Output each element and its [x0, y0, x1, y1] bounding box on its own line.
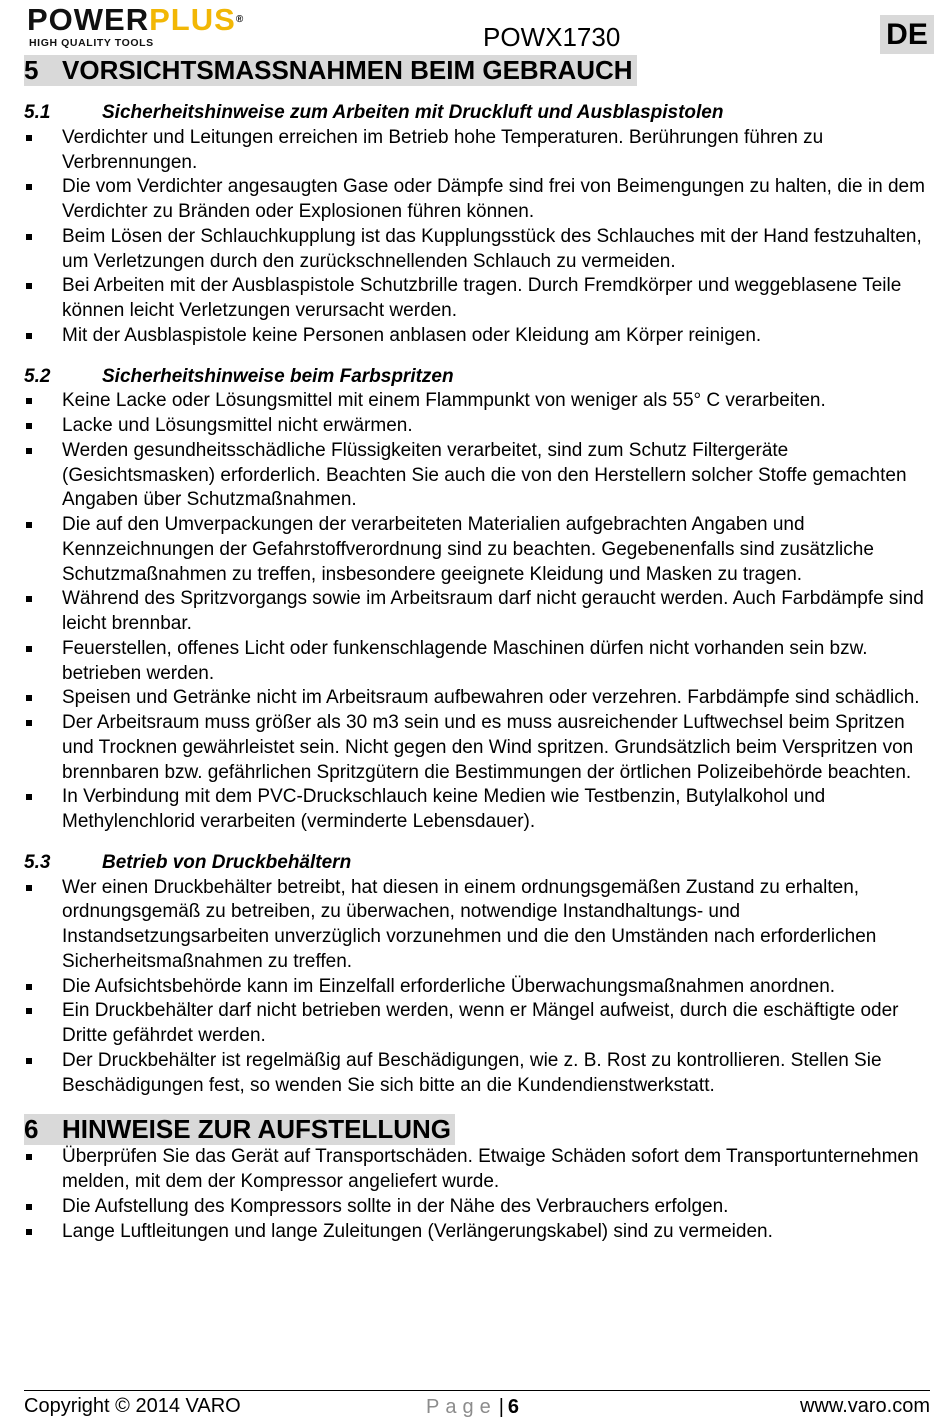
bullet-icon: [26, 596, 32, 602]
section-heading: [24, 1114, 455, 1145]
section-5: [24, 55, 930, 1098]
list-item: [24, 175, 930, 225]
subsection-number: 5.2: [24, 365, 51, 387]
list-item-text: Der Arbeitsraum muss größer als 30 m3 sein und es muss ausreichender Luftwechsel beim Spritzen und Trocknen gewährleistet sein. Nicht gegen den Wind spritzen. Grundsätzlich beim Verspritzen von brennbaren bzw. gefährlichen Spritzgütern die Bestimmungen der örtlichen Polizeibehörde beachten.: [62, 712, 914, 783]
list-item: [24, 225, 930, 275]
bullet-icon: [26, 794, 32, 800]
registered-mark: ®: [235, 14, 245, 25]
bullet-icon: [26, 1229, 32, 1235]
list-item-text: Wer einen Druckbehälter betreibt, hat diesen in einem ordnungsgemäßen Zustand zu erhalten, ordnungsgemäß zu betreiben, zu überwachen, notwendige Instandhaltungs- und Instandsetzungsarbeiten unverzüglich vorzunehmen und die den Umständen nach erforderlichen Sicherheitsmaßnahmen zu treffen.: [62, 876, 877, 972]
copyright-text: Copyright © 2014 VARO: [24, 1395, 241, 1417]
section-number: 6: [24, 1114, 39, 1145]
list-item: [24, 414, 930, 439]
list-item: [24, 439, 930, 513]
subsection-title: Betrieb von Druckbehältern: [102, 851, 352, 873]
list-item: [24, 1145, 930, 1195]
list-item: [24, 324, 930, 349]
list-item: [24, 513, 930, 587]
bullet-icon: [26, 283, 32, 289]
bullet-icon: [26, 984, 32, 990]
bullet-list: [24, 389, 930, 835]
list-item-text: Beim Lösen der Schlauchkupplung ist das Kupplungsstück des Schlauches mit der Hand festzuhalten, um Verletzungen durch den zurückschnellenden Schlauch zu vermeiden.: [62, 225, 922, 272]
list-item: [24, 711, 930, 785]
bullet-icon: [26, 333, 32, 339]
list-item-text: Verdichter und Leitungen erreichen im Betrieb hohe Temperaturen. Berührungen führen zu Verbrennungen.: [62, 126, 824, 173]
bullet-icon: [26, 184, 32, 190]
subsection-heading: [24, 365, 930, 390]
list-item-text: Die vom Verdichter angesaugten Gase oder Dämpfe sind frei von Beimengungen zu halten, die in dem Verdichter zu Bränden oder Explosionen führen können.: [62, 176, 925, 222]
bullet-icon: [26, 522, 32, 528]
bullet-icon: [26, 135, 32, 141]
list-item-text: Keine Lacke oder Lösungsmittel mit einem Flammpunkt von weniger als 55° C verarbeiten.: [62, 390, 826, 412]
bullet-icon: [26, 1154, 32, 1160]
list-item-text: Ein Druckbehälter darf nicht betrieben werden, wenn er Mängel aufweist, durch die eschäftigte oder Dritte gefährdet werden.: [62, 1000, 899, 1046]
section-title: HINWEISE ZUR AUFSTELLUNG: [62, 1114, 452, 1145]
list-item: [24, 975, 930, 1000]
section-title: VORSICHTSMASSNAHMEN BEIM GEBRAUCH: [62, 55, 633, 85]
footer-divider: [24, 1390, 930, 1391]
subsection-number: 5.1: [24, 102, 51, 123]
page-separator: |: [498, 1396, 504, 1418]
bullet-list: [24, 1145, 930, 1244]
bullet-icon: [26, 448, 32, 454]
list-item-text: Lacke und Lösungsmittel nicht erwärmen.: [62, 415, 413, 436]
bullet-icon: [26, 423, 32, 429]
logo-text-plus: PLUS: [149, 2, 236, 37]
list-item-text: Werden gesundheitsschädliche Flüssigkeiten verarbeitet, sind zum Schutz Filtergeräte (Gesichtsmasken) erforderlich. Beachten Sie auch die von den Herstellern solcher Stoffe gemachten Angaben über Schutzmaßnahmen.: [62, 439, 907, 511]
list-item: [24, 274, 930, 324]
page-header: [0, 0, 950, 56]
list-item-text: Bei Arbeiten mit der Ausblaspistole Schutzbrille tragen. Durch Fremdkörper und weggeblasene Teile können leicht Verletzungen verursacht werden.: [62, 275, 902, 321]
section-6: [24, 1098, 930, 1244]
list-item: [24, 686, 930, 711]
logo-tagline: HIGH QUALITY TOOLS: [29, 37, 154, 49]
list-item-text: Speisen und Getränke nicht im Arbeitsraum aufbewahren oder verzehren. Farbdämpfe sind schädlich.: [62, 687, 920, 709]
list-item: [24, 126, 930, 176]
website-link[interactable]: www.varo.com: [799, 1395, 930, 1417]
list-item: [24, 389, 930, 414]
list-item-text: Der Druckbehälter ist regelmäßig auf Beschädigungen, wie z. B. Rost zu kontrollieren. Stellen Sie Beschädigungen fest, so wenden Sie sich bitte an die Kundendienstwerkstatt.: [62, 1049, 882, 1096]
list-item-text: Überprüfen Sie das Gerät auf Transportschäden. Etwaige Schäden sofort dem Transportunternehmen melden, mit dem der Kompressor angeliefert wurde.: [62, 1146, 919, 1192]
bullet-icon: [26, 1204, 32, 1210]
bullet-icon: [26, 720, 32, 726]
list-item-text: Während des Spritzvorgangs sowie im Arbeitsraum darf nicht geraucht werden. Auch Farbdämpfe sind leicht brennbar.: [62, 588, 924, 634]
section-number: 5: [24, 55, 39, 85]
subsection-heading: [24, 851, 930, 876]
page-number: 6: [507, 1396, 520, 1418]
page-content: [24, 55, 930, 1244]
list-item-text: Die Aufsichtsbehörde kann im Einzelfall erforderliche Überwachungsmaßnahmen anordnen.: [62, 975, 836, 997]
list-item-text: Die auf den Umverpackungen der verarbeiteten Materialien aufgebrachten Angaben und Kennzeichnungen der Gefahrstoffverordnung sind zu beachten. Gegebenenfalls sind zusätzliche Schutzmaßnahmen zu treffen, insbesondere geeignete Kleidung und Masken zu tragen.: [62, 514, 874, 585]
bullet-icon: [26, 1008, 32, 1014]
list-item: [24, 876, 930, 975]
bullet-icon: [26, 234, 32, 240]
model-number: POWX1730: [483, 22, 621, 52]
bullet-icon: [26, 695, 32, 701]
list-item: [24, 1195, 930, 1220]
subsection-number: 5.3: [24, 851, 51, 873]
list-item: [24, 999, 930, 1049]
subsection-heading: [24, 101, 930, 126]
list-item-text: Lange Luftleitungen und lange Zuleitungen (Verlängerungskabel) sind zu vermeiden.: [62, 1220, 773, 1242]
list-item: [24, 785, 930, 835]
bullet-list: [24, 126, 930, 349]
list-item: [24, 1220, 930, 1245]
list-item-text: Mit der Ausblaspistole keine Personen anblasen oder Kleidung am Körper reinigen.: [62, 324, 762, 346]
bullet-icon: [26, 1058, 32, 1064]
page-label: Page: [426, 1396, 497, 1418]
logo-text-power: POWER: [27, 2, 150, 37]
subsection-title: Sicherheitshinweise beim Farbspritzen: [102, 365, 454, 387]
language-badge: DE: [880, 15, 934, 54]
bullet-icon: [26, 398, 32, 404]
list-item-text: Die Aufstellung des Kompressors sollte in der Nähe des Verbrauchers erfolgen.: [62, 1195, 729, 1217]
list-item: [24, 587, 930, 637]
bullet-icon: [26, 646, 32, 652]
section-heading: [24, 55, 637, 86]
powerplus-logo: [27, 4, 282, 50]
list-item: [24, 1049, 930, 1099]
bullet-list: [24, 876, 930, 1099]
page-indicator: [426, 1396, 519, 1419]
list-item-text: Feuerstellen, offenes Licht oder funkenschlagende Maschinen dürfen nicht vorhanden sein bzw. betrieben werden.: [62, 637, 868, 684]
subsection-title: Sicherheitshinweise zum Arbeiten mit Druckluft und Ausblaspistolen: [102, 102, 724, 123]
bullet-icon: [26, 885, 32, 891]
list-item-text: In Verbindung mit dem PVC-Druckschlauch keine Medien wie Testbenzin, Butylalkohol und Methylenchlorid verarbeiten (verminderte Lebensdauer).: [62, 786, 826, 832]
list-item: [24, 637, 930, 687]
